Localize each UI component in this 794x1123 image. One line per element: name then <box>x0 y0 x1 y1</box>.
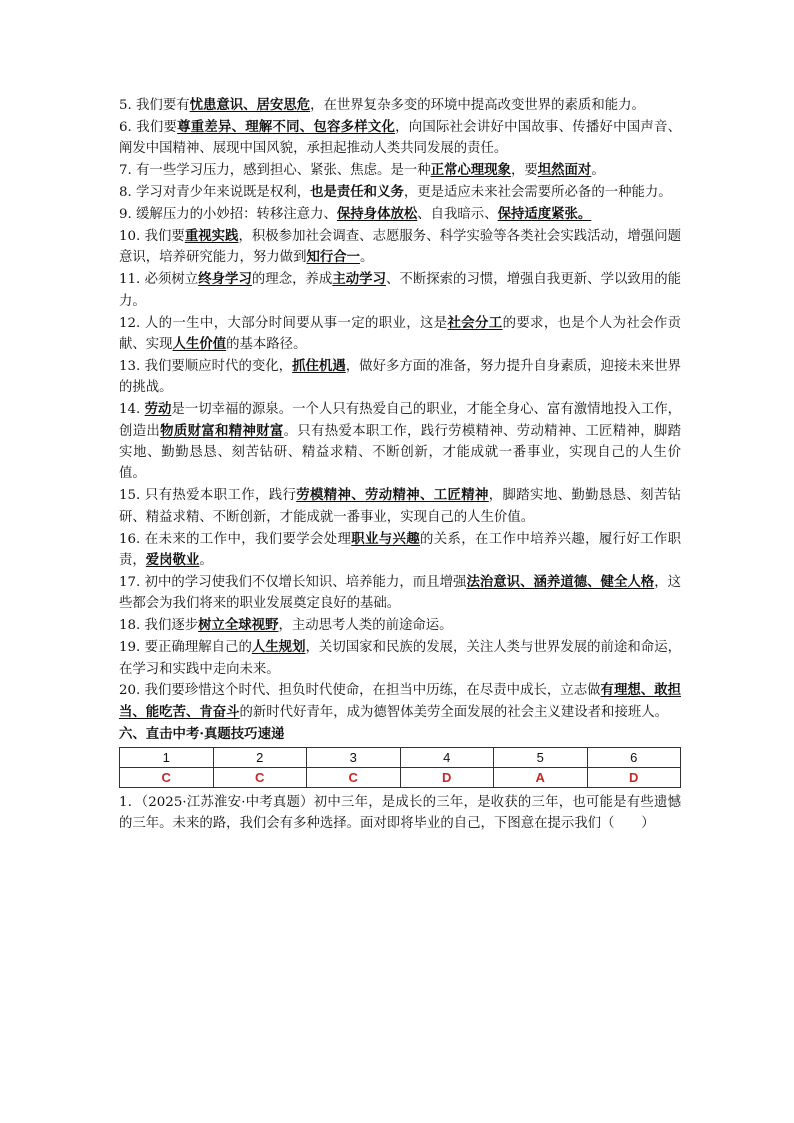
answer-letter-cell: C <box>120 767 214 787</box>
text-run: ，主动思考人类的前途命运。 <box>278 618 453 634</box>
text-run: 的基本路径。 <box>226 336 307 352</box>
text-run: 20. 我们要珍惜这个时代、担负时代使命，在担当中历练，在尽责中成长，立志做 <box>119 683 601 699</box>
text-run: 10. 我们要 <box>119 228 185 244</box>
keyword: 主动学习 <box>332 271 386 288</box>
list-item <box>119 615 681 636</box>
list-item <box>119 529 681 572</box>
answer-number-cell: 1 <box>120 747 214 767</box>
text-run: 15. 只有热爱本职工作，践行 <box>119 488 297 504</box>
text-run: 的要求，也是个人为社会作贡献、实现 <box>119 315 682 352</box>
text-run: 8. 学习对青少年来说既是权利， <box>119 185 311 201</box>
keyword: 人生价值 <box>172 335 227 352</box>
answer-number-cell: 3 <box>307 747 401 767</box>
list-item <box>119 399 681 485</box>
text-run: 19. 要正确理解自己的 <box>119 640 252 656</box>
answer-number-cell: 5 <box>494 747 588 767</box>
answer-letter-cell: C <box>213 767 307 787</box>
text-run: ，这些都会为我们将来的职业发展奠定良好的基础。 <box>119 574 682 612</box>
answer-letter-cell: D <box>587 767 681 787</box>
list-item <box>119 680 681 723</box>
knowledge-list <box>119 95 681 723</box>
text-run: ，在世界复杂多变的环境中提高改变世界的素质和能力。 <box>310 98 645 113</box>
keyword: 社会分工 <box>447 314 503 331</box>
text-run: ，更是适应未来社会需要所必备的一种能力。 <box>403 185 672 201</box>
answer-letter-cell: D <box>400 767 494 787</box>
keyword: 尊重差异、理解不同、包容多样文化 <box>177 118 396 135</box>
text-run: 。 <box>360 250 374 266</box>
keyword: 树立全球视野 <box>198 617 279 634</box>
text-run: 16. 在未来的工作中，我们要学会处理 <box>119 531 352 547</box>
text-run: 13. 我们要顺应时代的变化， <box>119 358 293 374</box>
keyword: 保持身体放松 <box>336 206 418 223</box>
answer-number-cell: 4 <box>400 747 494 767</box>
text-run: 、不断探索的习惯，增强自我更新、学以致用的能力。 <box>119 272 682 309</box>
answer-number-row <box>120 747 681 767</box>
list-item <box>119 204 681 225</box>
answer-number-cell: 6 <box>587 747 681 767</box>
keyword: 人生规划 <box>251 639 306 656</box>
text-run: 6. 我们要 <box>119 119 178 135</box>
keyword: 抓住机遇 <box>292 357 346 374</box>
keyword: 忧患意识、居安思危 <box>189 97 311 113</box>
text-run: ，脚踏实地、勤勤恳恳、刻苦钻研、精益求精、不断创新，才能成就一番事业，实现自己的人生价值。 <box>119 488 681 525</box>
text-run: ，积极参加社会调查、志愿服务、科学实验等各类社会实践活动，增强问题意识，培养研究能力，努力做到 <box>119 228 682 266</box>
text-run: 12. 人的一生中，大部分时间要从事一定的职业，这是 <box>119 315 448 331</box>
keyword: 法治意识、涵养道德、健全人格 <box>466 573 655 590</box>
text-run: 。 <box>199 553 213 569</box>
keyword: 终身学习 <box>198 271 252 288</box>
keyword: 坦然面对 <box>537 162 592 179</box>
text-run: 9. 缓解压力的小妙招：转移注意力、 <box>119 207 337 223</box>
answer-letter-row <box>120 767 681 787</box>
list-item <box>119 269 681 312</box>
text-run: ，要 <box>510 163 538 179</box>
keyword: 保持适度紧张。 <box>497 206 592 223</box>
list-item <box>119 485 681 528</box>
list-item <box>119 160 681 181</box>
document-page <box>119 95 681 835</box>
text-run: 的理念，养成 <box>251 272 333 288</box>
answer-letter-cell: C <box>307 767 401 787</box>
keyword: 知行合一 <box>306 249 361 266</box>
question-text: 1．（2025·江苏淮安·中考真题）初中三年，是成长的三年，是收获的三年，也可能是有些遗憾的三年。未来的路，我们会有多种选择。面对即将毕业的自己，下图意在提示我们（ ） <box>119 794 681 832</box>
list-item <box>119 637 681 680</box>
text-run: ，做好多方面的准备，努力提升自身素质，迎接未来世界的挑战。 <box>119 358 682 396</box>
list-item <box>119 356 681 399</box>
keyword: 物质财富和精神财富 <box>160 422 284 439</box>
text-run: 11. 必须树立 <box>119 272 199 288</box>
text-run: 。只有热爱本职工作，践行劳模精神、劳动精神、工匠精神，脚踏实地、勤勤恳恳、刻苦钻研、精益求精、不断创新，才能成就一番事业，实现自己的人生价值。 <box>119 423 682 482</box>
answer-letter-cell: A <box>494 767 588 787</box>
text-run: 。 <box>591 163 605 179</box>
text-run: 17. 初中的学习使我们不仅增长知识、培养能力，而且增强 <box>119 574 467 590</box>
list-item <box>119 226 681 269</box>
text-run: 是一切幸福的源泉。一个人只有热爱自己的职业，才能全身心、富有激情地投入工作，创造出 <box>119 402 681 439</box>
text-run: 18. 我们逐步 <box>119 618 199 634</box>
list-item <box>119 95 681 116</box>
text-run: 5. 我们要有 <box>119 98 190 113</box>
list-item <box>119 182 681 203</box>
keyword: 有理想、敢担当、能吃苦、肯奋斗 <box>119 682 681 720</box>
text-run: 14. <box>119 402 145 418</box>
bold-text: 也是责任和义务 <box>310 184 404 201</box>
text-run: 、自我暗示、 <box>417 207 498 223</box>
keyword: 职业与兴趣 <box>351 530 421 547</box>
text-run: 的新时代好青年，成为德智体美劳全面发展的社会主义建设者和接班人。 <box>239 704 669 720</box>
text-run: ，向国际社会讲好中国故事、传播好中国声音、阐发中国精神、展现中国风貌，承担起推动人类共同发展的责任。 <box>119 119 681 157</box>
text-run: ，关切国家和民族的发展，关注人类与世界发展的前途和命运，在学习和实践中走向未来。 <box>119 640 681 677</box>
keyword: 重视实践 <box>184 227 239 244</box>
text-run: 7. 有一些学习压力，感到担心、紧张、焦虑。是一种 <box>119 163 431 179</box>
keyword: 劳动 <box>144 401 172 418</box>
keyword: 劳模精神、劳动精神、工匠精神 <box>296 487 489 504</box>
answer-table <box>119 747 681 788</box>
section-title: 六、直击中考·真题技巧速递 <box>119 725 285 742</box>
list-item <box>119 313 681 356</box>
keyword: 正常心理现象 <box>430 162 511 179</box>
list-item <box>119 572 681 615</box>
text-run: 的关系，在工作中培养兴趣，履行好工作职责， <box>119 531 682 569</box>
list-item <box>119 117 681 160</box>
keyword: 爱岗敬业 <box>145 552 200 569</box>
answer-number-cell: 2 <box>213 747 307 767</box>
